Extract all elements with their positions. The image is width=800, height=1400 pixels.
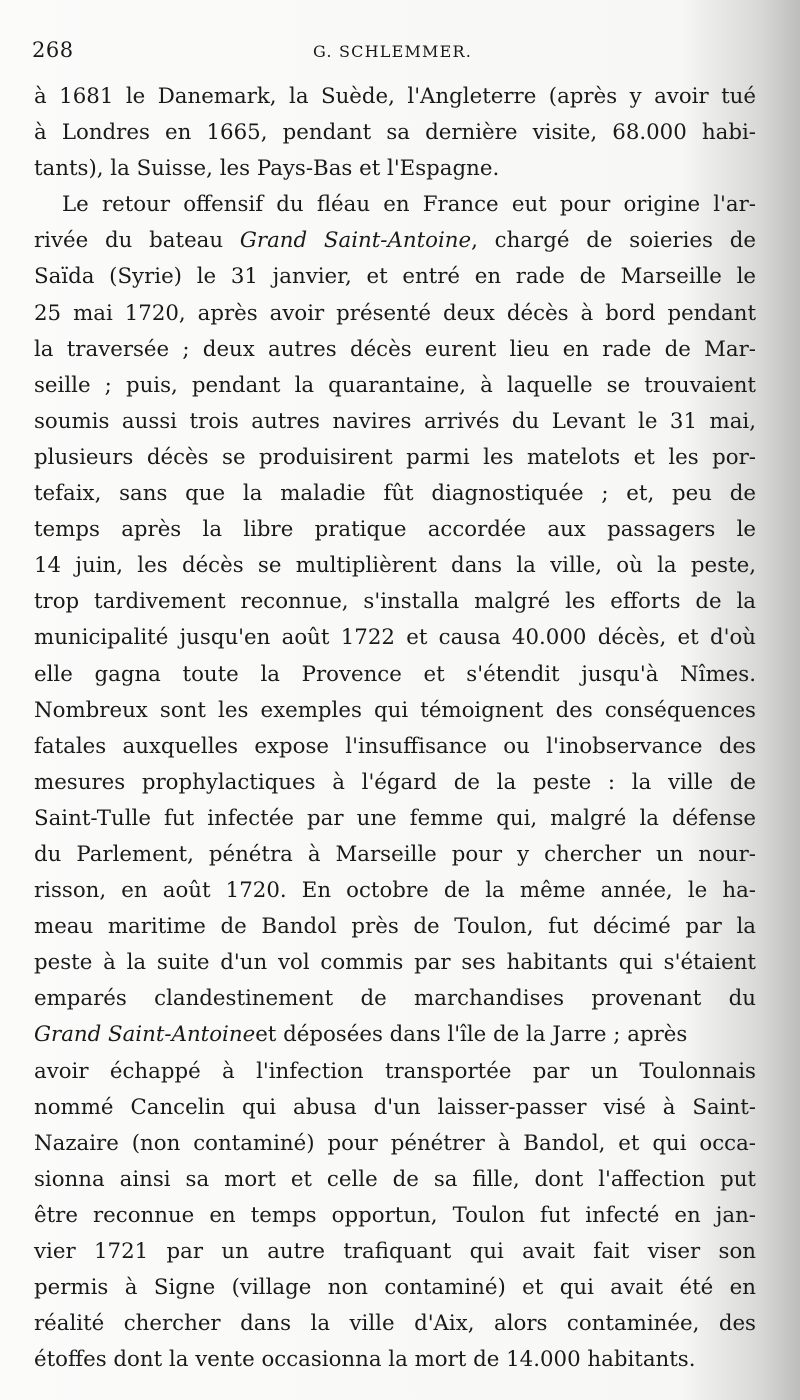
- text-line: elle gagna toute la Provence et s'étendit jusqu'à Nîmes.: [34, 661, 756, 687]
- paragraph-first-line: Le retour offensif du fléau en France eut pour origine l'ar-: [62, 192, 756, 218]
- text-line: soumis aussi trois autres navires arrivés du Levant le 31 mai,: [34, 408, 756, 434]
- text-line: Nombreux sont les exemples qui témoignent des conséquences: [34, 697, 756, 723]
- text-line: seille ; puis, pendant la quarantaine, à laquelle se trouvaient: [34, 372, 756, 398]
- text-line: risson, en août 1720. En octobre de la même année, le ha-: [34, 878, 756, 904]
- text-line: trop tardivement reconnue, s'installa malgré les efforts de la: [34, 589, 756, 615]
- text-line: à Londres en 1665, pendant sa dernière visite, 68.000 habi-: [34, 120, 756, 146]
- text-line: avoir échappé à l'infection transportée par un Toulonnais: [34, 1058, 756, 1084]
- text-line: nommé Cancelin qui abusa d'un laisser-passer visé à Saint-: [34, 1094, 756, 1120]
- text-line: du Parlement, pénétra à Marseille pour y chercher un nour-: [34, 841, 756, 867]
- page-header: [30, 38, 750, 72]
- text-line: rivée du bateau Grand Saint-Antoine, chargé de soieries de: [34, 228, 756, 254]
- page-number: 268: [32, 38, 74, 62]
- text-line: à 1681 le Danemark, la Suède, l'Angleterre (après y avoir tué: [34, 84, 756, 109]
- text-line: fatales auxquelles expose l'insuffisance ou l'inobservance des: [34, 733, 756, 759]
- text-line: peste à la suite d'un vol commis par ses habitants qui s'étaient: [34, 950, 756, 976]
- text-line: Nazaire (non contaminé) pour pénétrer à Bandol, et qui occa-: [34, 1130, 756, 1156]
- body-text: [34, 79, 756, 1378]
- text-line: municipalité jusqu'en août 1722 et causa 40.000 décès, et d'où: [34, 625, 756, 651]
- ship-name: Grand Saint-Antoine: [34, 1022, 256, 1048]
- text-line: la traversée ; deux autres décès eurent lieu en rade de Mar-: [34, 336, 756, 362]
- text-line: mesures prophylactiques à l'égard de la peste : la ville de: [34, 769, 756, 795]
- text-line: étoffes dont la vente occasionna la mort de 14.000 habitants.: [34, 1347, 696, 1373]
- text-line: vier 1721 par un autre trafiquant qui avait fait viser son: [34, 1239, 756, 1264]
- text-line: 14 juin, les décès se multiplièrent dans la ville, où la peste,: [34, 553, 756, 579]
- text-line: meau maritime de Bandol près de Toulon, fut décimé par la: [34, 914, 756, 940]
- text-line: temps après la libre pratique accordée aux passagers le: [34, 517, 756, 543]
- text-line: emparés clandestinement de marchandises provenant du: [34, 986, 756, 1012]
- text-line: 25 mai 1720, après avoir présenté deux décès à bord pendant: [34, 300, 756, 326]
- running-head: G. SCHLEMMER.: [313, 42, 473, 61]
- text-line: Saïda (Syrie) le 31 janvier, et entré en rade de Marseille le: [34, 264, 756, 290]
- text-line: plusieurs décès se produisirent parmi les matelots et les por-: [34, 444, 756, 470]
- ship-name: Grand Saint-Antoine: [239, 228, 472, 254]
- text-line: être reconnue en temps opportun, Toulon fut infecté en jan-: [34, 1202, 756, 1228]
- text-line: tefaix, sans que la maladie fût diagnostiquée ; et, peu de: [34, 481, 756, 507]
- text-line: Saint-Tulle fut infectée par une femme qui, malgré la défense: [34, 805, 756, 831]
- text-line: sionna ainsi sa mort et celle de sa fille, dont l'affection put: [34, 1166, 756, 1192]
- text-line: Grand Saint-Antoineet déposées dans l'île de la Jarre ; après: [34, 1017, 756, 1053]
- text-line: permis à Signe (village non contaminé) et qui avait été en: [34, 1275, 756, 1301]
- text-line: tants), la Suisse, les Pays-Bas et l'Espagne.: [34, 156, 500, 182]
- text-line: réalité chercher dans la ville d'Aix, alors contaminée, des: [34, 1311, 756, 1337]
